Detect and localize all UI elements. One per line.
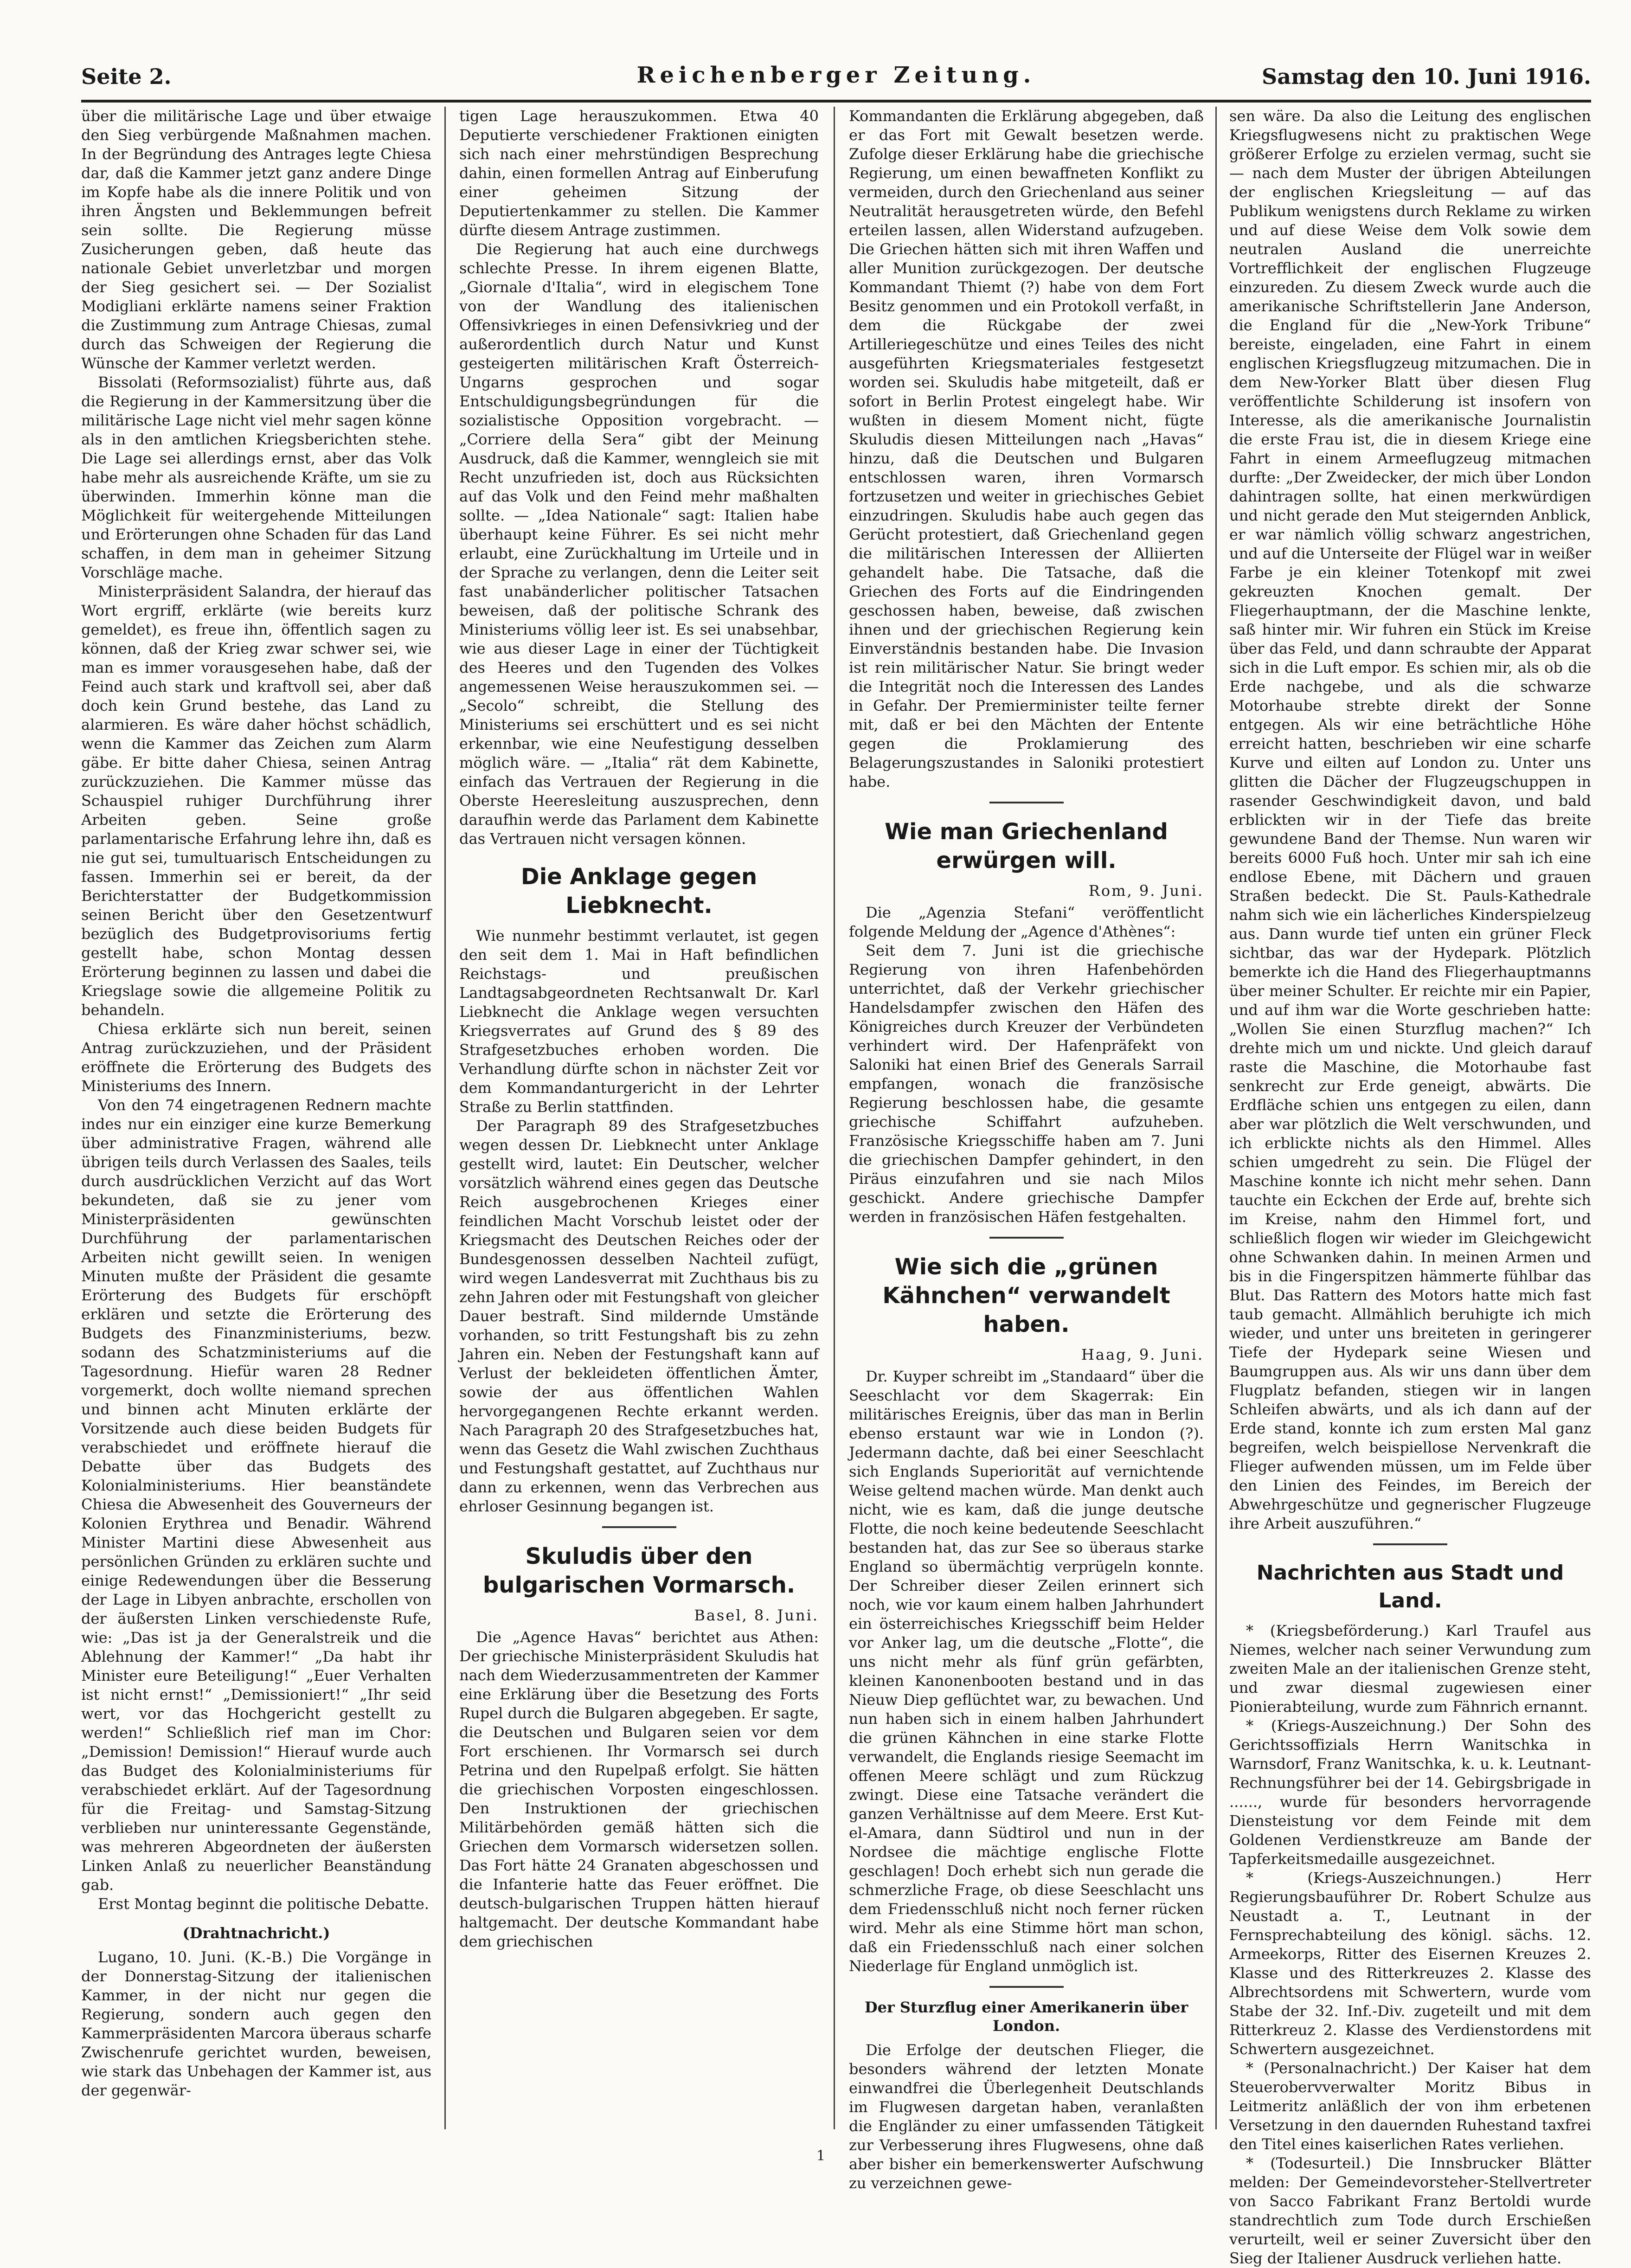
article-paragraph: Die „Agence Havas“ berichtet aus Athen: Der griechische Ministerpräsident Skuludis hat nach dem Wiederzusammentreten der Kammer eine Erklärung über die Besetzung des Forts Rupel durch die Bulgaren abgegeben. Er sagte, die Deutschen und Bulgaren seien vor dem Fort erschienen. Ihr Vormarsch sei durch Petrina und den Rupelpaß erfolgt. Sie hätten die griechischen Vorposten eingeschlossen. Den Instruktionen der griechischen Militärbehörden gemäß hätten sich die Griechen dem Vormarsch widersetzen sollen. Das Fort hätte 24 Granaten abgeschossen und die Infanterie hatte das Feuer eröffnet. Die deutsch-bulgarischen Truppen hätten hierauf haltgemacht. Der deutsche Kommandant habe dem griechischen bbox=[459, 1628, 819, 1950]
column-2 bbox=[459, 107, 819, 2139]
article-paragraph: Die Regierung hat auch eine durchwegs schlechte Presse. In ihrem eigenen Blatte, „Giornale d'Italia“, wird in elegischem Tone von der Wandlung des italienischen Offensivkrieges in einen Defensivkrieg und der außerordentlich durch Natur und Kunst gesteigerten militärischen Kraft Österreich-Ungarns gesprochen und sogar Entschuldigungsbegründungen für die sozialistische Opposition vorgebracht. — „Corriere della Sera“ gibt der Meinung Ausdruck, daß die Kammer, wenngleich sie mit Recht unzufrieden ist, doch aus Rücksichten auf das Volk und den Feind mehr maßhalten sollte. — „Idea Nationale“ sagt: Italien habe überhaupt keine Führer. Es sei nicht mehr erlaubt, eine Zurückhaltung im Urteile und in der Sprache zu verlangen, denn die Leiter seit fast unabänderlicher politischer Tatsachen beweisen, daß der politische Schrank des Ministeriums völlig leer ist. Es sei unabsehbar, wie aus dieser Lage in einer der Tüchtigkeit des Heeres und den Tugenden des Volkes angemessenen Weise herauszukommen sei. — „Secolo“ schreibt, die Stellung des Ministeriums sei erschüttert und es sei nicht erkennbar, wie eine Neufestigung desselben möglich wäre. — „Italia“ rät dem Kabinette, einfach das Vertrauen der Regierung in die Oberste Heeresleitung auszusprechen, denn daraufhin werde das Parlament dem Kabinette das Vertrauen nicht versagen können. bbox=[459, 240, 819, 848]
column-rule bbox=[444, 107, 446, 2129]
dateline: Rom, 9. Juni. bbox=[1088, 882, 1204, 899]
page-footer-mark: 1 bbox=[816, 2148, 826, 2164]
news-item: * (Kriegs-Auszeichnung.) Der Sohn des Gerichtssoffizials Herrn Wanitschka in Warnsdorf, Franz Wanitschka, k. u. k. Leutnant-Rechnungsführer bei der 14. Gebirgsbrigade in ......, wurde für besonders hervorragende Diensteistung vor dem Feinde mit dem Goldenen Verdienstkreuze am Bande der Tapferkeitsmedaille ausgezeichnet. bbox=[1229, 1717, 1591, 1868]
separator bbox=[989, 1237, 1064, 1239]
column-rule bbox=[834, 107, 835, 2129]
newspaper-title: Reichenberger Zeitung. bbox=[636, 62, 1036, 88]
article-paragraph: Die Erfolge der deutschen Flieger, die besonders während der letzten Monate einwandfrei die Überlegenheit Deutschlands im Flugwesen dargetan haben, veranlaßten die Engländer zu einer umfassenden Tätigkeit zur Verbesserung ihres Flugwesens, ohne daß aber bisher ein bemerkenswerter Aufschwung zu verzeichnen gewe- bbox=[849, 2041, 1204, 2192]
dateline: Basel, 8. Juni. bbox=[694, 1606, 819, 1624]
article-paragraph: Von den 74 eingetragenen Rednern machte indes nur ein einziger eine kurze Bemerkung über administrative Fragen, während alle übrigen teils durch Verlassen des Saales, teils durch ausdrücklichen Verzicht auf das Wort bekundeten, daß sie zu jener vom Ministerpräsidenten gewünschten Durchführung der parlamentarischen Arbeiten nicht gewillt seien. In wenigen Minuten mußte der Präsident die gesamte Erörterung des Budgets für erschöpft erklären und setzte die Erörterung des Budgets des Finanzministeriums, bezw. sodann des Schatzministeriums auf die Tagesordnung. Hiefür waren 28 Redner vorgemerkt, doch wollte niemand sprechen und binnen acht Minuten erklärte der Vorsitzende auch diese beiden Budgets für verabschiedet und eröffnete hierauf die Debatte über das Budgets des Kolonialministeriums. Hier beanständete Chiesa die Abwesenheit des Gouverneurs der Kolonien Erythrea und Benadir. Während Minister Martini diese Abwesenheit aus persönlichen Gründen zu erklären suchte und einige Redewendungen über die Besserung der Lage in Libyen anbrachte, erschollen von der äußersten Linken verschiedenste Rufe, wie: „Das ist ja der Generalstreik und die Ablehnung der Kammer!“ „Da habt ihr Minister eure Beteiligung!“ „Euer Verhalten ist nicht ernst!“ „Demissioniert!“ „Ihr seid wert, vor das Hochgericht gestellt zu werden!“ Schließlich rief man im Chor: „Demission! Demission!“ Hierauf wurde auch das Budget des Kolonialministeriums für verabschiedet erklärt. Auf der Tagesordnung für die Freitag- und Samstag-Sitzung verblieben nur uninteressante Gegenstände, was mehreren Abgeordneten der äußersten Linken Anlaß zu neuerlicher Beanständung gab. bbox=[81, 1096, 431, 1894]
article-paragraph: Der Paragraph 89 des Strafgesetzbuches wegen dessen Dr. Liebknecht unter Anklage gestellt wird, lautet: Ein Deutscher, welcher vorsätzlich während eines gegen das Deutsche Reich ausgebrochenen Krieges einer feindlichen Macht Vorschub leistet oder der Kriegsmacht des Deutschen Reiches oder der Bundesgenossen desselben Nachteil zufügt, wird wegen Landesverrat mit Zuchthaus bis zu zehn Jahren oder mit Festungshaft von gleicher Dauer bestraft. Sind mildernde Umstände vorhanden, so tritt Festungshaft bis zu zehn Jahren ein. Neben der Festungshaft kann auf Verlust der bekleideten öffentlichen Ämter, sowie der aus öffentlichen Wahlen hervorgegangenen Rechte erkannt werden. Nach Paragraph 20 des Strafgesetzbuches hat, wenn das Gesetz die Wahl zwischen Zuchthaus und Festungshaft gestattet, auf Zuchthaus nur dann zu erkennen, wenn das Verbrechen aus ehrloser Gesinnung begangen ist. bbox=[459, 1117, 819, 1515]
article-paragraph: Die „Agenzia Stefani“ veröffentlicht folgende Meldung der „Agence d'Athènes“: bbox=[849, 904, 1204, 940]
issue-date: Samstag den 10. Juni 1916. bbox=[1262, 64, 1591, 89]
column-1 bbox=[81, 107, 431, 2139]
article-paragraph: Dr. Kuyper schreibt im „Standaard“ über die Seeschlacht vor dem Skagerrak: Ein militärisches Ereignis, über das man in Berlin ebenso erstaunt war wie in London (?). Jedermann dachte, daß bei einer Seeschlacht sich Englands Superiorität auf vernichtende Weise geltend machen würde. Man denkt auch nicht, wie es kam, daß die junge deutsche Flotte, die noch keine bedeutende Seeschlacht bestanden hat, das zur See so überaus starke England so übermächtig verprügeln konnte. Der Schreiber dieser Zeilen erinnert sich noch, wie vor kaum einem halben Jahrhundert ein österreichisches Kriegsschiff beim Helder vor Anker lag, um die deutsche „Flotte“, die uns nicht mehr als fünf grün gefärbten, kleinen Kanonenbooten bestand und in das Nieuw Diep geflüchtet war, zu bewachen. Und nun haben sich in einem halben Jahrhundert die grünen Kähnchen in eine starke Flotte verwandelt, die Englands riesige Seemacht im offenen Meere schlägt und zum Rückzug zwingt. Diese eine Tatsache verändert die ganzen Verhältnisse auf dem Meere. Erst Kut-el-Amara, dann Südtirol und nun in der Nordsee die mächtige englische Flotte geschlagen! Doch erhebt sich nun gerade die schmerzliche Frage, ob diese Seeschlacht uns dem Friedensschluß nicht noch ferner rücken wird. Mehr als eine Stimme hört man schon, daß ein Friedensschluß nach einer solchen Niederlage für England unmöglich ist. bbox=[849, 1368, 1204, 1975]
article-paragraph: Erst Montag beginnt die politische Debatte. bbox=[98, 1895, 429, 1913]
page-number: Seite 2. bbox=[81, 64, 172, 89]
article-paragraph: tigen Lage herauszukommen. Etwa 40 Deputierte verschiedener Fraktionen einigten sich nach einer mehrstündigen Besprechung dahin, einen formellen Antrag auf Einberufung einer geheimen Sitzung der Deputiertenkammer zu stellen. Die Kammer dürfte diesem Antrage zustimmen. bbox=[459, 107, 819, 239]
article-paragraph: Kommandanten die Erklärung abgegeben, daß er das Fort mit Gewalt besetzen werde. Zufolge dieser Erklärung habe die griechische Regierung, um einen bewaffneten Konflikt zu vermeiden, durch den Griechenland aus seiner Neutralität herausgetreten würde, den Befehl erteilen lassen, allen Widerstand aufzugeben. Die Griechen hätten sich mit ihren Waffen und aller Munition zurückgezogen. Der deutsche Kommandant Thiemt (?) habe von dem Fort Besitz genommen und ein Protokoll verfaßt, in dem die Rückgabe der zwei Artilleriegeschütze und eines Teiles des nicht ausgeführten Kriegsmateriales festgesetzt worden sei. Skuludis habe mitgeteilt, daß er sofort in Berlin Protest eingelegt habe. Wir wußten in diesem Moment nicht, fügte Skuludis diesen Mitteilungen nach „Havas“ hinzu, daß die Deutschen und Bulgaren entschlossen waren, ihren Vormarsch fortzusetzen und weiter in griechisches Gebiet einzudringen. Skuludis habe auch gegen das Gerücht protestiert, daß Griechenland gegen die militärischen Interessen der Alliierten gehandelt habe. Die Tatsache, daß die Griechen des Forts auf die Eindringenden geschossen haben, beweise, daß zwischen ihnen und der griechischen Regierung kein Einverständnis bestanden habe. Die Invasion ist rein militärischer Natur. Sie bringt weder die Integrität noch die Interessen des Landes in Gefahr. Der Premierminister teilte ferner mit, daß er bei den Mächten der Entente gegen die Proklamierung des Belagerungszustandes in Saloniki protestiert habe. bbox=[849, 107, 1204, 790]
article-headline: Wie sich die „grünen Kähnchen“ verwandelt haben. bbox=[882, 1254, 1170, 1337]
article-paragraph: Lugano, 10. Juni. (K.-B.) Die Vorgänge in der Donnerstag-Sitzung der italienischen Kammer, in der nicht nur gegen die Regierung, sondern auch gegen den Kammerpräsidenten Marcora überaus scharfe Zwischenrufe gerichtet wurden, beweisen, wie stark das Unbehagen der Kammer ist, aus der gegenwär- bbox=[81, 1948, 431, 2099]
section-headline: Nachrichten aus Stadt und Land. bbox=[1256, 1561, 1564, 1613]
article-paragraph: Ministerpräsident Salandra, der hierauf das Wort ergriff, erklärte (wie bereits kurz gemeldet), es freue ihn, öffentlich sagen zu können, daß der Krieg zwar schwer sei, wie man es immer vorausgesehen habe, daß der Feind auch stark und kraftvoll sei, aber daß doch kein Grund bestehe, das Land zu alarmieren. Es wäre daher höchst schädlich, wenn die Kammer das Zeichen zum Alarm gäbe. Er bitte daher Chiesa, seinen Antrag zurückzuziehen. Die Kammer müsse das Schauspiel ruhiger Durchführung ihrer Arbeiten geben. Seine große parlamentarische Erfahrung lehre ihn, daß es nie gut sei, tumultuarisch Entscheidungen zu fassen. Immerhin sei er bereit, da der Berichterstatter der Budgetkommission seinen Bericht über den Gesetzentwurf bezüglich des Budgetprovisoriums fertig gestellt habe, schon Montag dessen Erörterung beginnen zu lassen und dabei die Kriegslage sowie die allgemeine Politik zu behandeln. bbox=[81, 583, 431, 1019]
news-item: * (Kriegsbeförderung.) Karl Traufel aus Niemes, welcher nach seiner Verwundung zum zweiten Male an der italienischen Grenze steht, und zwar diesmal zugewiesen einer Pionierabteilung, wurde zum Fähnrich ernannt. bbox=[1229, 1622, 1591, 1715]
separator bbox=[1373, 1543, 1447, 1545]
article-paragraph: Chiesa erklärte sich nun bereit, seinen Antrag zurückzuziehen, und der Präsident eröffnete die Erörterung des Budgets des Ministeriums des Innern. bbox=[81, 1020, 431, 1095]
column-4 bbox=[1229, 107, 1591, 2267]
masthead bbox=[81, 56, 1591, 103]
news-item: * (Todesurteil.) Die Innsbrucker Blätter melden: Der Gemeindevorsteher-Stellvertreter von Sacco Fabrikant Franz Bertoldi wurde standrechtlich zum Tode durch Erschießen verurteilt, weil er seiner Zuversicht über den Sieg der Italiener Ausdruck verliehen hatte. bbox=[1229, 2154, 1591, 2267]
separator bbox=[602, 1526, 676, 1528]
separator bbox=[989, 1986, 1064, 1988]
news-item: * (Kriegs-Auszeichnungen.) Herr Regierungsbauführer Dr. Robert Schulze aus Neustadt a. T., Leutnant in der Fernsprechabteilung des königl. sächs. 12. Armeekorps, Ritter des Eisernen Kreuzes 2. Klasse und des Ritterkreuzes 2. Klasse des Albrechtsordens mit Schwertern, wurde vom Stabe der 32. Inf.-Div. zugeteilt und mit dem Ritterkreuz 2. Klasse des Verdienstordens mit Schwertern ausgezeichnet. bbox=[1229, 1869, 1591, 2058]
article-paragraph: Seit dem 7. Juni ist die griechische Regierung von ihren Hafenbehörden unterrichtet, daß der Verkehr griechischer Handelsdampfer zwischen den Häfen des Königreiches durch Kreuzer der Verbündeten verhindert wird. Der Hafenpräfekt von Saloniki hat einen Brief des Generals Sarrail empfangen, wonach die französische Regierung beschlossen habe, die gesamte griechische Schiffahrt aufzuheben. Französische Kriegsschiffe haben am 7. Juni die griechischen Dampfer gehindert, in den Piräus einzufahren und sie nach Milos geschickt. Andere griechische Dampfer werden in französischen Häfen festgehalten. bbox=[849, 942, 1204, 1226]
article-paragraph: Bissolati (Reformsozialist) führte aus, daß die Regierung in der Kammersitzung über die militärische Lage nicht viel mehr sagen könne als in den amtlichen Kriegsberichten stehe. Die Lage sei allerdings ernst, aber das Volk habe mehr als ausreichende Kräfte, um sie zu überwinden. Immerhin könne man die Möglichkeit für weitergehende Mitteilungen und Erörterungen ohne Schaden für das Land schaffen, in dem man in geheimer Sitzung Vorschläge mache. bbox=[81, 373, 431, 581]
separator bbox=[989, 802, 1064, 803]
article-headline: Der Sturzflug einer Amerikanerin über London. bbox=[864, 1998, 1188, 2035]
dateline: Haag, 9. Juni. bbox=[1081, 1346, 1204, 1363]
section-label: (Drahtnachricht.) bbox=[182, 1924, 330, 1942]
news-item: * (Personalnachricht.) Der Kaiser hat dem Steuerobervverwalter Moritz Bibus in Leitmeritz anläßlich der von ihm erbetenen Versetzung in den dauernden Ruhestand taxfrei den Titel eines kaiserlichen Rates verliehen. bbox=[1229, 2059, 1591, 2153]
article-paragraph: sen wäre. Da also die Leitung des englischen Kriegsflugwesens nicht zu praktischen Wege größerer Erfolge zu erzielen vermag, sucht sie — nach dem Muster der übrigen Abteilungen der englischen Kriegsleitung — auf das Publikum wenigstens durch Reklame zu wirken und auf diese Weise dem Volk sowie dem neutralen Ausland die unerreichte Vortrefflichkeit der englischen Flugzeuge einzureden. Zu diesem Zweck wurde auch die amerikanische Schriftstellerin Jane Anderson, die England für die „New-York Tribune“ bereiste, eingeladen, eine Fahrt in einem englischen Kriegsflugzeug mitzumachen. Die in dem New-Yorker Blatt über diesen Flug veröffentlichte Schilderung ist insofern von Interesse, als die amerikanische Journalistin die erste Frau ist, die in diesem Kriege eine Fahrt in einem Armeeflugzeug mitmachen durfte: „Der Zweidecker, der mich über London dahintragen sollte, hat einen merkwürdigen und nicht gerade den Mut steigernden Anblick, er war nämlich völlig schwarz angestrichen, und auf die Unterseite der Flügel war in weißer Farbe je ein kleiner Totenkopf mit zwei gekreuzten Knochen gemalt. Der Fliegerhauptmann, der die Maschine lenkte, saß hinter mir. Wir fuhren ein Stück im Kreise über das Feld, und dann schraubte der Apparat sich in die Luft empor. Es schien mir, als ob die Erde nachgebe, und als die schwarze Motorhaube strebte direkt der Sonne entgegen. Als wir eine beträchtliche Höhe erreicht hatten, beschrieben wir eine scharfe Kurve und eilten auf London zu. Unter uns glitten die Dächer der Flugzeugschuppen in rasender Geschwindigkeit davon, und bald erblickten wir in der Tiefe das breite gewundene Band der Themse. Nun waren wir bereits 6000 Fuß hoch. Unter mir sah ich eine endlose Ebene, mit Dächern und grauen Straßen bedeckt. Die St. Pauls-Kathedrale nahm sich wie ein lächerliches Kinderspielzeug aus. Dann wurde tief unten ein grüner Fleck sichtbar, das war der Hydepark. Plötzlich bemerkte ich die Hand des Fliegerhauptmanns über meiner Schulter. Er reichte mir ein Papier, und auf ihm war die Worte geschrieben hatte: „Wollen Sie einen Sturzflug machen?“ Ich drehte mich um und nickte. Und gleich darauf raste die Maschine, die Motorhaube fast senkrecht zur Erde geneigt, abwärts. Die Erdfläche schien uns entgegen zu eilen, dann aber war plötzlich die Welt verschwunden, und ich erblickte nichts als den Himmel. Alles schien umgedreht zu sein. Die Flügel der Maschine konnte ich nicht mehr sehen. Dann tauchte ein Eckchen der Erde auf, brehte sich im Kreise, nahm den Himmel fort, und schließlich flogen wir wieder im Gleichgewicht ohne Schwanken dahin. In meinen Armen und bis in die Fingerspitzen hämmerte fühlbar das Blut. Das Rattern des Motors hatte mich fast taub gemacht. Allmählich beruhigte ich mich wieder, und unter uns breiteten in geringerer Tiefe der Hydepark seine Wiesen und Baumgruppen aus. Als wir uns dann über dem Flugplatz befanden, stiegen wir in langen Schleifen abwärts, und als ich dann auf der Erde stand, konnte ich zum ersten Mal ganz begreifen, welch beispiellose Nervenkraft die Flieger aufwenden müssen, um im Felde über den Linien des Feindes, im Bereich der Abwehrgeschütze und gegnerischer Flugzeuge ihre Arbeit auszuführen.“ bbox=[1229, 107, 1591, 1532]
article-headline: Skuludis über den bulgarischen Vormarsch. bbox=[482, 1543, 796, 1598]
column-rule bbox=[1215, 107, 1217, 2129]
column-3 bbox=[849, 107, 1204, 2192]
article-paragraph: Wie nunmehr bestimmt verlautet, ist gegen den seit dem 1. Mai in Haft befindlichen Reichstags- und preußischen Landtagsabgeordneten Rechtsanwalt Dr. Karl Liebknecht die Anklage wegen versuchten Kriegsverrates auf Grund des § 89 des Strafgesetzbuches erhoben worden. Die Verhandlung dürfte schon in nächster Zeit vor dem Kommandanturgericht in der Lehrter Straße zu Berlin stattfinden. bbox=[459, 927, 819, 1116]
article-headline: Die Anklage gegen Liebknecht. bbox=[520, 864, 758, 919]
article-headline: Wie man Griechenland erwürgen will. bbox=[885, 819, 1168, 874]
article-paragraph: über die militärische Lage und über etwaige den Sieg verbürgende Maßnahmen machen. In der Begründung des Antrages legte Chiesa dar, daß die Kammer jetzt ganz andere Dinge im Kopfe habe als die innere Politik und von ihren Ängsten und Beklemmungen befreit sein sollte. Die Regierung müsse Zusicherungen geben, daß heute das nationale Gebiet unverletzbar und morgen der Sieg gesichert sei. — Der Sozialist Modigliani erklärte namens seiner Fraktion die Zustimmung zum Antrage Chiesas, zumal durch das Schweigen der Regierung die Wünsche der Kammer verletzt werden. bbox=[81, 107, 431, 372]
